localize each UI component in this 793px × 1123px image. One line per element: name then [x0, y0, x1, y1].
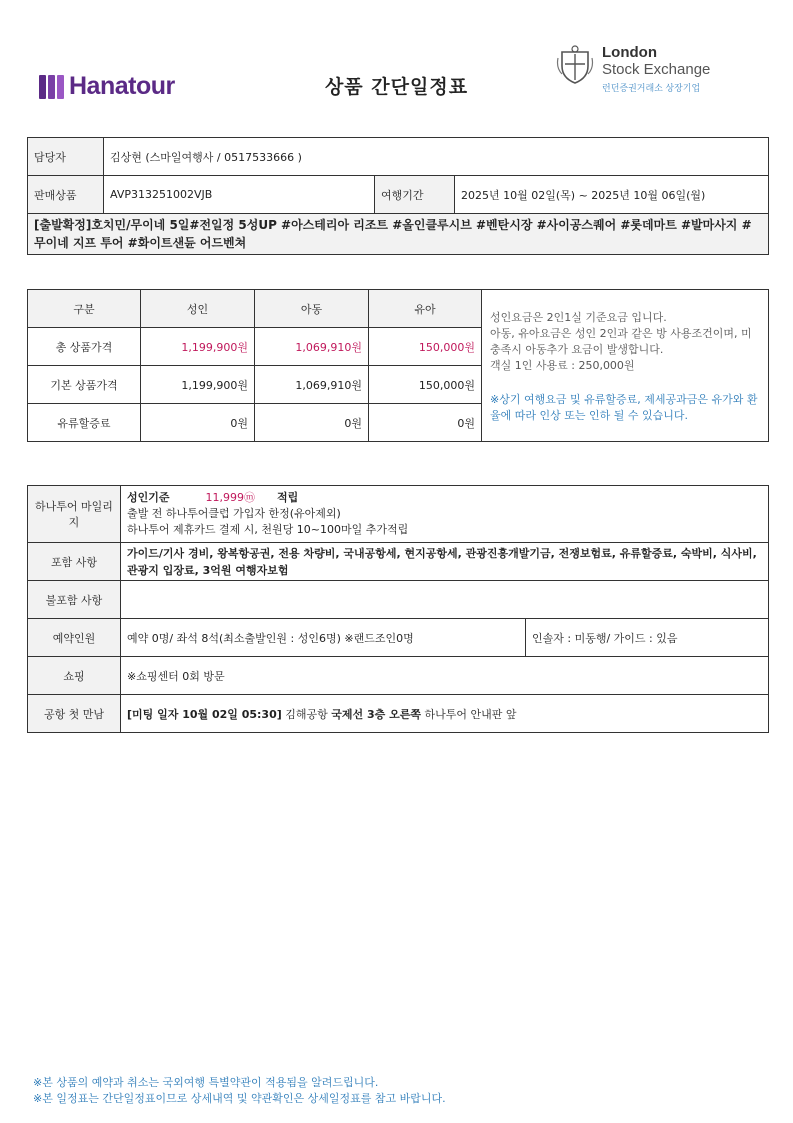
page-title: 상품 간단일정표 [324, 76, 469, 98]
price-row-label: 유류할증료 [28, 404, 141, 442]
price-infant: 150,000원 [369, 328, 482, 366]
price-note-3: 객실 1인 사용료 : 250,000원 [490, 359, 635, 372]
mileage-base: 성인기준 [127, 491, 170, 504]
meeting-spot: 하나투어 안내판 앞 [420, 707, 517, 721]
meeting-value [121, 695, 769, 733]
mileage-value [121, 486, 769, 543]
include-value: 가이드/기사 경비, 왕복항공권, 전용 차량비, 국내공항세, 현지공항세, 관광진흥개발기금, 전쟁보험료, 유류할증료, 숙박비, 식사비, 관광지 입장료, 3억원 여행자보험 [121, 543, 769, 581]
mileage-line-2: 출발 전 하나투어클럽 가입자 한정(유아제외) [127, 507, 341, 520]
product-tags: [출발확정]호치민/무이네 5일#전일정 5성UP #아스테리아 리조트 #올인클루시브 #벤탄시장 #사이공스퀘어 #롯데마트 #발마사지 #무이네 지프 투어 #화이트샌듄 어드벤쳐 [28, 214, 769, 255]
mileage-suffix: 적립 [277, 491, 299, 504]
price-header-child: 아동 [255, 290, 369, 328]
price-child: 1,069,910원 [255, 328, 369, 366]
price-header-adult: 성인 [141, 290, 255, 328]
price-header-category: 구분 [28, 290, 141, 328]
footer-line-1: ※본 상품의 예약과 취소는 국외여행 특별약관이 적용됨을 알려드립니다. [33, 1076, 379, 1089]
product-info-table [27, 137, 769, 255]
meeting-terminal: 국제선 3층 오른쪽 [331, 707, 421, 721]
footer-notes [33, 1075, 446, 1107]
exclude-value [121, 581, 769, 619]
price-infant: 150,000원 [369, 366, 482, 404]
manager-value: 김상현 (스마일여행사 / 0517533666 ) [104, 138, 769, 176]
price-adult: 1,199,900원 [141, 328, 255, 366]
shopping-label: 쇼핑 [28, 657, 121, 695]
price-child: 1,069,910원 [255, 366, 369, 404]
price-infant: 0원 [369, 404, 482, 442]
reservation-value: 예약 0명/ 좌석 8석(최소출발인원 : 성인6명) ※랜드조인0명 [121, 619, 526, 657]
hanatour-logo-text: Hanatour [69, 72, 175, 100]
lse-crest-icon [556, 44, 594, 84]
lse-line-2: Stock Exchange [602, 61, 711, 78]
price-child: 0원 [255, 404, 369, 442]
footer-line-2: ※본 일정표는 간단일정표이므로 상세내역 및 약관확인은 상세일정표를 참고 바랍니다. [33, 1092, 446, 1105]
mileage-label: 하나투어 마일리지 [28, 486, 121, 543]
period-label: 여행기간 [375, 176, 455, 214]
price-table [27, 289, 769, 442]
document-header [0, 0, 793, 120]
mileage-line-3: 하나투어 제휴카드 결제 시, 천원당 10~100마일 추가적립 [127, 523, 409, 536]
price-header-infant: 유아 [369, 290, 482, 328]
price-adult: 1,199,900원 [141, 366, 255, 404]
meeting-label: 공항 첫 만남 [28, 695, 121, 733]
price-note-4: ※상기 여행요금 및 유류할증료, 제세공과금은 유가와 환율에 따라 인상 또는 인하 될 수 있습니다. [490, 393, 758, 422]
lse-logo [556, 44, 710, 94]
manager-label: 담당자 [28, 138, 104, 176]
meeting-airport: 김해공항 [281, 707, 332, 721]
details-table [27, 485, 769, 733]
price-note-2: 아동, 유아요금은 성인 2인과 같은 방 사용조건이며, 미충족시 아동추가 요금이 발생합니다. [490, 327, 752, 356]
escort-value: 인솔자 : 미동행/ 가이드 : 있음 [526, 619, 769, 657]
price-adult: 0원 [141, 404, 255, 442]
period-value: 2025년 10월 02일(목) ~ 2025년 10월 06일(월) [455, 176, 769, 214]
price-row-label: 기본 상품가격 [28, 366, 141, 404]
price-note-1: 성인요금은 2인1실 기준요금 입니다. [490, 311, 667, 324]
meeting-date: [미팅 일자 10월 02일 05:30] [127, 707, 282, 721]
mileage-amount: 11,999ⓜ [205, 491, 256, 504]
price-row-label: 총 상품가격 [28, 328, 141, 366]
product-code: AVP313251002VJB [104, 176, 375, 214]
product-label: 판매상품 [28, 176, 104, 214]
shopping-value: ※쇼핑센터 0회 방문 [121, 657, 769, 695]
lse-line-1: London [602, 44, 657, 61]
lse-line-3: 런던증권거래소 상장기업 [602, 83, 701, 93]
exclude-label: 불포함 사항 [28, 581, 121, 619]
price-notes [482, 290, 769, 442]
reservation-label: 예약인원 [28, 619, 121, 657]
include-label: 포함 사항 [28, 543, 121, 581]
